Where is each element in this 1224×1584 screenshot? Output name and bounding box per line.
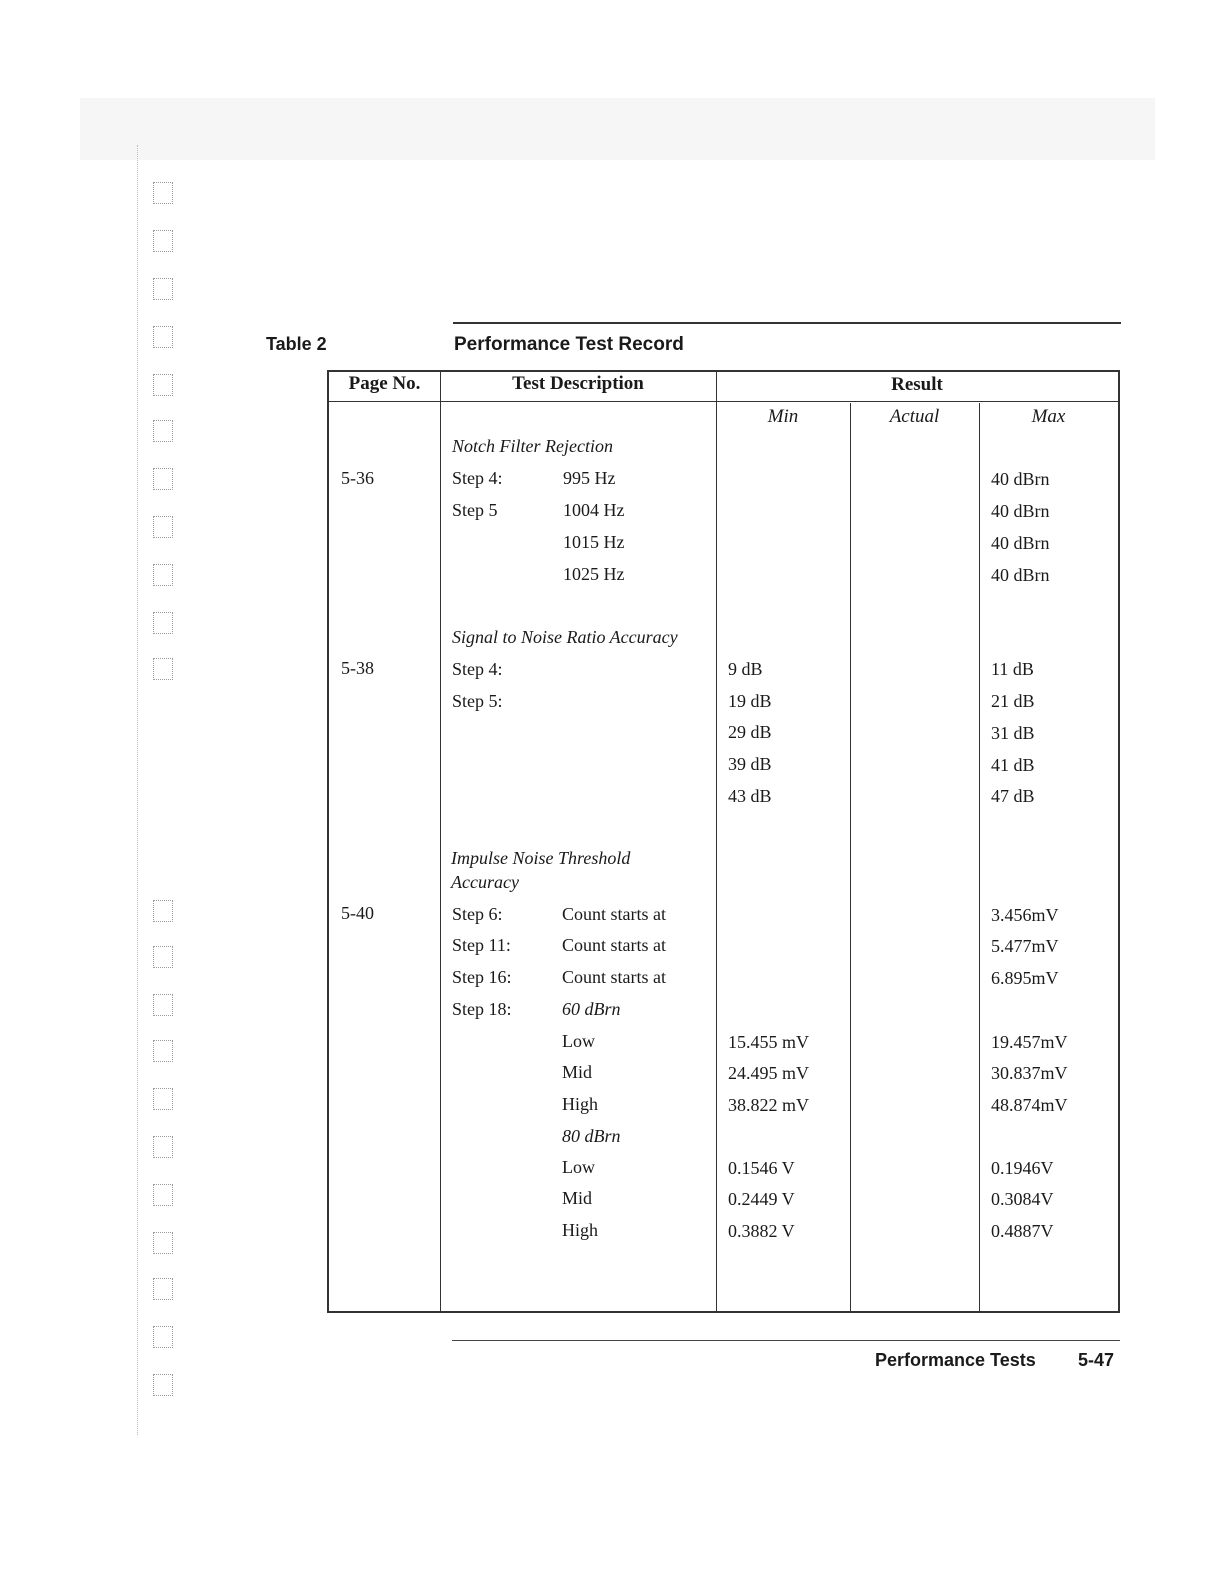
title-rule (453, 322, 1121, 324)
step-label: Step 5 (452, 500, 498, 520)
test-param: 1015 Hz (563, 532, 625, 552)
binder-margin-line (137, 145, 138, 1435)
header-min: Min (767, 406, 799, 427)
step-label: Step 5: (452, 691, 503, 711)
footer-rule (452, 1340, 1120, 1341)
min-value: 9 dB (728, 659, 763, 679)
section-title: Notch Filter Rejection (452, 436, 613, 456)
scan-shadow-band (80, 98, 1155, 160)
binder-hole (153, 1232, 173, 1254)
header-divider (329, 401, 1118, 402)
step-label: Step 6: (452, 904, 503, 924)
binder-hole (153, 900, 173, 922)
step-label: Step 4: (452, 468, 503, 488)
test-param: Mid (562, 1062, 593, 1082)
performance-test-record-table (327, 370, 1120, 1313)
step-label: Step 11: (452, 935, 511, 955)
footer-section-title: Performance Tests (875, 1350, 1036, 1370)
binder-hole (153, 1278, 173, 1300)
test-param: 80 dBrn (562, 1126, 621, 1146)
table-title: Performance Test Record (454, 334, 684, 355)
max-value: 47 dB (991, 786, 1035, 806)
max-value: 5.477mV (991, 936, 1059, 956)
binder-hole (153, 1136, 173, 1158)
header-actual: Actual (889, 406, 940, 427)
min-value: 43 dB (728, 786, 772, 806)
header-result: Result (891, 374, 943, 395)
section-title: Impulse Noise Threshold (451, 848, 631, 868)
binder-hole (153, 230, 173, 252)
section-title: Signal to Noise Ratio Accuracy (452, 627, 678, 647)
max-value: 19.457mV (991, 1032, 1068, 1052)
binder-hole (153, 326, 173, 348)
test-param: Mid (562, 1188, 593, 1208)
step-label: Step 4: (452, 659, 503, 679)
binder-hole (153, 1088, 173, 1110)
test-param: 1004 Hz (563, 500, 625, 520)
section-title-continued: Accuracy (451, 872, 519, 892)
binder-hole (153, 1184, 173, 1206)
max-value: 11 dB (991, 659, 1034, 679)
binder-hole (153, 658, 173, 680)
header-test-description: Test Description (512, 373, 644, 394)
min-value: 39 dB (728, 754, 772, 774)
binder-hole (153, 612, 173, 634)
max-value: 6.895mV (991, 968, 1059, 988)
binder-hole (153, 1326, 173, 1348)
test-param: 1025 Hz (563, 564, 625, 584)
test-param: 995 Hz (563, 468, 616, 488)
max-value: 0.1946V (991, 1158, 1054, 1178)
header-max: Max (1031, 406, 1066, 427)
max-value: 21 dB (991, 691, 1035, 711)
binder-hole (153, 374, 173, 396)
step-label: Step 16: (452, 967, 512, 987)
test-param: High (562, 1094, 598, 1114)
binder-hole (153, 564, 173, 586)
binder-hole (153, 1040, 173, 1062)
test-param: Count starts at (562, 935, 666, 955)
max-value: 0.4887V (991, 1221, 1054, 1241)
test-param: Count starts at (562, 967, 666, 987)
max-value: 31 dB (991, 723, 1035, 743)
column-divider (850, 403, 851, 1311)
column-divider (979, 403, 980, 1311)
column-divider (440, 372, 441, 1311)
max-value: 3.456mV (991, 905, 1059, 925)
min-value: 0.1546 V (728, 1158, 795, 1178)
max-value: 41 dB (991, 755, 1035, 775)
test-param: Count starts at (562, 904, 666, 924)
max-value: 30.837mV (991, 1063, 1068, 1083)
binder-hole (153, 468, 173, 490)
page-number: 5-36 (341, 468, 374, 488)
max-value: 40 dBrn (991, 469, 1050, 489)
binder-hole (153, 994, 173, 1016)
min-value: 15.455 mV (728, 1032, 809, 1052)
max-value: 40 dBrn (991, 565, 1050, 585)
test-param: High (562, 1220, 598, 1240)
min-value: 19 dB (728, 691, 772, 711)
page-number: 5-40 (341, 903, 374, 923)
min-value: 38.822 mV (728, 1095, 809, 1115)
binder-hole (153, 182, 173, 204)
min-value: 0.2449 V (728, 1189, 795, 1209)
binder-hole (153, 1374, 173, 1396)
max-value: 40 dBrn (991, 501, 1050, 521)
test-param: 60 dBrn (562, 999, 621, 1019)
footer-page-number: 5-47 (1078, 1350, 1115, 1370)
max-value: 48.874mV (991, 1095, 1068, 1115)
max-value: 0.3084V (991, 1189, 1054, 1209)
min-value: 0.3882 V (728, 1221, 795, 1241)
test-param: Low (562, 1157, 595, 1177)
binder-hole (153, 278, 173, 300)
min-value: 29 dB (728, 722, 772, 742)
column-divider (716, 372, 717, 1311)
max-value: 40 dBrn (991, 533, 1050, 553)
page-number: 5-38 (341, 658, 374, 678)
binder-hole (153, 516, 173, 538)
test-param: Low (562, 1031, 595, 1051)
binder-hole (153, 946, 173, 968)
header-page-no: Page No. (348, 373, 421, 394)
step-label: Step 18: (452, 999, 512, 1019)
binder-hole (153, 420, 173, 442)
table-label: Table 2 (266, 334, 327, 354)
min-value: 24.495 mV (728, 1063, 809, 1083)
